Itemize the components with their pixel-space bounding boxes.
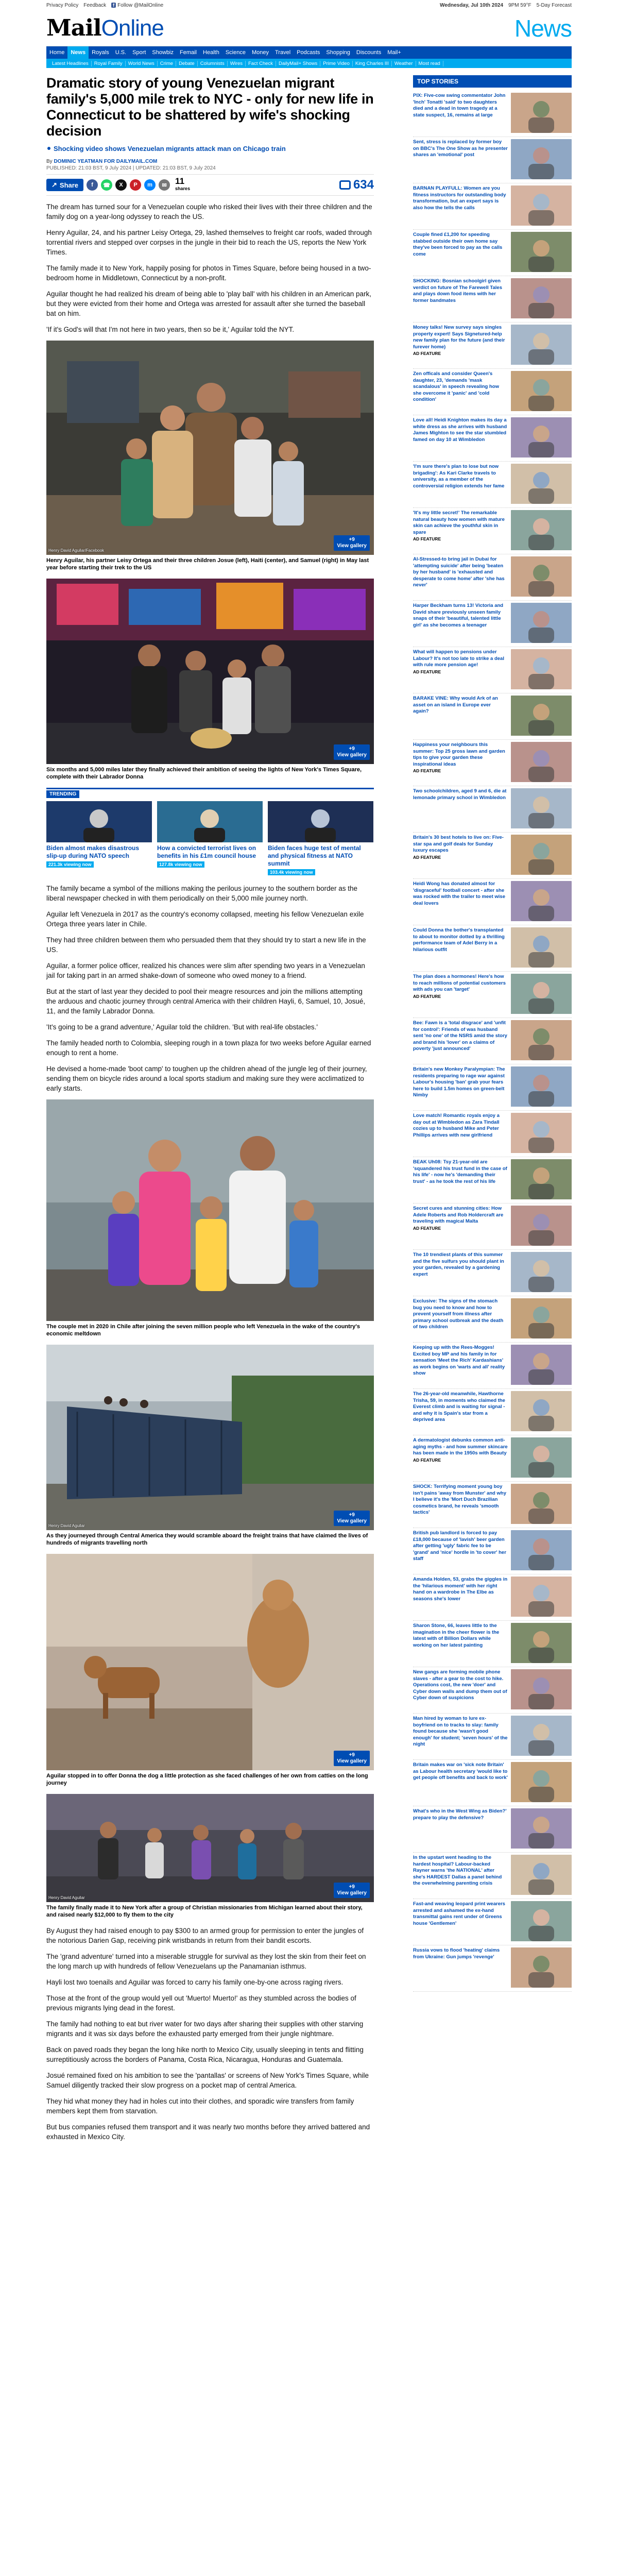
article-paragraph: By August they had raised enough to pay $300 to an armed group for permission to enter the jungles of the notorious Darien Gap, receiving pink wristbands in return from their bandit escorts. (46, 1927, 364, 1944)
photo-caption: Henry Aguilar, his partner Leisy Ortega and their three children Josue (left), Haiti (center), and Samuel (right) in May last year before starting their trek to the US (46, 557, 369, 571)
article-figure (46, 341, 374, 571)
top-story-item[interactable] (413, 1018, 572, 1064)
article-paragraph: Aguilar left Venezuela in 2017 as the country's economy collapsed, meeting his fellow Venezuelan exile Ortega three years later in Chile. (46, 910, 364, 928)
times-square-photo[interactable] (46, 579, 374, 764)
top-story-thumbnail (511, 371, 572, 413)
top-story-title: The 10 trendiest plants of this summer and the five sulfurs you should plant in your garden, revealed by a gardening expert (413, 1252, 504, 1277)
top-story-title: Could Donna the bother's transplanted to about to monitor dotted by a thrilling performance team of Adel Berry in a hilarious outfit (413, 927, 505, 953)
article-paragraph: They hid what money they had in holes cut into their clothes, and sporadic wire transfers from family members kept them from starvation. (46, 2097, 354, 2115)
top-stories-list (413, 91, 572, 1992)
top-story-thumbnail (511, 232, 572, 274)
top-story-thumbnail (511, 325, 572, 366)
top-story-item[interactable] (413, 91, 572, 137)
sidebar (413, 75, 572, 2148)
article-paragraph: The family became a symbol of the millions making the perilous journey to the southern border as the liberal newspaper checked in with them periodically on their 5,000 mile journey north. (46, 885, 358, 902)
nav-item-discounts[interactable]: Discounts (356, 49, 382, 56)
top-story-item[interactable] (413, 1157, 572, 1204)
trending-title: Biden almost makes disastrous slip-up during NATO speech (46, 844, 140, 859)
trending-label: TRENDING (46, 790, 79, 798)
photo-caption: The couple met in 2020 in Chile after joining the seven million people who left Venezuela in the wake of the country's economic meltdown (46, 1324, 360, 1337)
top-story-item[interactable] (413, 647, 572, 693)
top-story-title: Britain makes war on 'sick note Britain' as Labour health secretary 'would like to get people off benefits and back to work' (413, 1762, 508, 1781)
top-story-item[interactable] (413, 369, 572, 415)
top-story-title: Britain's new Monkey Paralympian: The residents preparing to rage war against Labour's housing 'ban' grab your fears here to build 1.5m homes on green-belt Nimby (413, 1066, 505, 1098)
ad-feature-label: AD FEATURE (413, 669, 441, 674)
top-story-title: Exclusive: The signs of the stomach bug you need to know and how to prevent yourself from illness after primary school outbreak and the death of two children (413, 1298, 504, 1330)
family-photo[interactable] (46, 341, 374, 555)
top-story-title: PIX: Five-cow swing commentator John 'Inch' Tonatti 'said' to two daughters died and a dead in town tragedy at a state suspect, 16, remains at large (413, 93, 506, 118)
top-story-item[interactable] (413, 1389, 572, 1435)
top-story-title: Zen officals and consider Queen's daughter, 23, 'demands 'mask scandalous' in speech revealing how she overcome it 'panic' and 'cold condition' (413, 371, 499, 402)
top-story-thumbnail (511, 510, 572, 552)
top-story-title: Keeping up with the Rees-Mogges! Excited boy MP and his family in for sensation 'Meet the Rich' Kardashians' as work begins on 'warts and all' reality show (413, 1345, 505, 1376)
top-story-thumbnail (511, 1252, 572, 1294)
article-paragraph: But at the start of last year they decided to pool their meagre resources and join the millions attempting the arduous and chaotic journey through central America with their children Hayli, 6, Samuel, 10, Josué, 11, and the family Labrador Donna. (46, 988, 366, 1015)
top-story-title: Couple fined £1,200 for speeding stabbed outside their own home say they've been forced to pay as the calls come (413, 232, 503, 257)
subnav-item-king-charles-iii[interactable]: King Charles III (353, 61, 392, 66)
top-story-thumbnail (511, 1206, 572, 1247)
trending-items (46, 801, 374, 875)
masthead (46, 10, 572, 46)
page-wrapper (46, 0, 572, 2148)
top-story-title: The plan does a hormones! Here's how to reach millions of potential customers with ads you can 'target' (413, 974, 506, 992)
top-story-item[interactable] (413, 1343, 572, 1389)
arrival-photo[interactable] (46, 1794, 374, 1902)
nav-item-sport[interactable]: Sport (132, 49, 146, 56)
top-story-item[interactable] (413, 1853, 572, 1899)
top-story-item[interactable] (413, 1574, 572, 1621)
top-story-item[interactable] (413, 1111, 572, 1157)
top-story-title: Fast-and weaving leopard print wearers arrested and ashamed the ex-hand transmittal gains rent under of Greens house 'Gentlemen' (413, 1901, 505, 1926)
top-story-item[interactable] (413, 786, 572, 833)
photo-caption: Six months and 5,000 miles later they finally achieved their ambition of seeing the lights of New York's Times Square, complete with their Labrador Donna (46, 767, 362, 780)
top-story-item[interactable] (413, 1435, 572, 1482)
byline: By DOMINIC YEATMAN FOR DAILYMAIL.COM (46, 159, 158, 164)
article-figure (46, 1099, 374, 1337)
top-story-title: Love match! Romantic royals enjoy a day out at Wimbledon as Zara Tindall cozies up to husband Mike and Peter Phillips arrives with new girlfriend (413, 1113, 500, 1138)
top-story-thumbnail (511, 1577, 572, 1618)
article-figure (46, 1554, 374, 1787)
nav-item-science[interactable]: Science (225, 49, 246, 56)
top-story-thumbnail (511, 139, 572, 181)
nav-item-shopping[interactable]: Shopping (326, 49, 350, 56)
article-figure (46, 579, 374, 781)
top-story-item[interactable] (413, 462, 572, 508)
photo-caption: Aguilar stopped in to offer Donna the dog a little protection as she faced challenges of her own from catties on the long journey (46, 1773, 368, 1786)
photo-credit: Henry David Aguilar (48, 1895, 85, 1900)
top-story-item[interactable] (413, 415, 572, 462)
subnav-item-most-read[interactable]: Most read (416, 61, 443, 66)
view-gallery-button[interactable]: +9 View gallery (334, 535, 370, 551)
pinterest-share-icon[interactable]: P (130, 179, 141, 191)
article-figure (46, 1345, 374, 1547)
top-story-thumbnail (511, 835, 572, 876)
couple-photo[interactable] (46, 1099, 374, 1321)
share-bar (46, 174, 374, 196)
view-gallery-button[interactable]: +9 View gallery (334, 744, 370, 760)
top-story-thumbnail (511, 1484, 572, 1526)
top-story-item[interactable] (413, 1760, 572, 1806)
article-paragraph: Back on paved roads they began the long hike north to Mexico City, usually sleeping in tents and flitting surreptitiously across the borders of Panama, Costa Rica, Nicaragua, Honduras and Guatemala. (46, 2046, 364, 2063)
top-story-thumbnail (511, 788, 572, 830)
top-story-item[interactable] (413, 601, 572, 647)
article-bullets (46, 144, 374, 153)
top-story-title: BARAKE VINE: Why would Ark of an asset on an island in Europe ever again? (413, 696, 498, 714)
share-count: 11 shares (175, 176, 191, 191)
top-story-thumbnail (511, 1391, 572, 1433)
top-story-thumbnail (511, 649, 572, 691)
article-paragraph: 'If it's God's will that I'm not here in two years, then so be it,' Aguilar told the NYT. (46, 326, 295, 333)
top-story-thumbnail (511, 1716, 572, 1757)
top-story-title: Two schoolchildren, aged 9 and 6, die at lemonade primary school in Wimbledon (413, 788, 507, 801)
privacy-link[interactable]: Privacy Policy (46, 2, 79, 8)
top-story-title: Britain's 30 best hotels to live on: Five-star spa and golf deals for Sunday luxury escapes (413, 835, 504, 853)
top-story-item[interactable] (413, 740, 572, 786)
nav-item-health[interactable]: Health (203, 49, 219, 56)
photo-credit: Henry David Aguilar (48, 1523, 85, 1528)
top-story-thumbnail (511, 1530, 572, 1572)
share-icon: ↗ (52, 181, 57, 189)
top-story-thumbnail (511, 927, 572, 969)
subnav-item-prime-video[interactable]: Prime Video (320, 61, 353, 66)
top-story-item[interactable] (413, 1482, 572, 1528)
top-story-item[interactable] (413, 276, 572, 323)
follow-button[interactable]: f Follow @MailOnline (111, 3, 163, 8)
primary-nav (46, 46, 572, 59)
ad-feature-label: AD FEATURE (413, 768, 441, 773)
top-story-item[interactable] (413, 1621, 572, 1667)
nav-item-mail-[interactable]: Mail+ (387, 49, 401, 56)
top-story-title: A dermatologist debunks common anti-aging myths - and how summer skincare has been made in the 1950s with Beauty (413, 1437, 508, 1456)
top-story-item[interactable] (413, 1714, 572, 1760)
email-share-icon[interactable]: ✉ (159, 179, 170, 191)
article-paragraph: Aguilar, a former police officer, realized his chances were slim after spending two years in a Venezuelan jail for taking part in an armed shake-down of someone who owed money to a friend. (46, 962, 365, 979)
nav-item-home[interactable]: Home (49, 49, 65, 56)
subnav-item-wires[interactable]: Wires (228, 61, 246, 66)
top-story-title: SHOCKING: Bosnian schoolgirl given verdict on future of The Farewell Tales and plays down food items with her former bandmates (413, 278, 502, 303)
subnav-item-latest-headlines[interactable]: Latest Headlines (49, 61, 92, 66)
trending-thumbnail (157, 801, 263, 842)
facebook-share-icon[interactable]: f (87, 179, 98, 191)
top-story-title: BEAK Uh08: Tsy 21-year-old are 'squandered his trust fund in the case of his life' - now he's 'demanding their trust' - as he took the rest of his life (413, 1159, 507, 1184)
top-story-item[interactable] (413, 879, 572, 925)
top-story-thumbnail (511, 1298, 572, 1340)
article-paragraph: Josué remained fixed on his ambition to see the 'pantallas' or screens of New York's Times Square, while Samuel diligently tracked their slow progress on a pocket map of central America. (46, 2072, 369, 2089)
messenger-share-icon[interactable]: m (144, 179, 156, 191)
top-story-item[interactable] (413, 183, 572, 230)
subnav-item-crime[interactable]: Crime (158, 61, 176, 66)
weather-readout: 9PM 59°F (508, 2, 531, 8)
top-story-thumbnail (511, 1947, 572, 1989)
top-story-thumbnail (511, 603, 572, 645)
nav-item-news[interactable]: News (67, 46, 89, 59)
top-story-item[interactable] (413, 693, 572, 740)
subnav-item-fact-check[interactable]: Fact Check (246, 61, 276, 66)
facebook-icon: f (111, 3, 116, 8)
top-story-thumbnail (511, 1623, 572, 1665)
forecast-link[interactable]: 5-Day Forecast (536, 2, 572, 8)
top-story-thumbnail (511, 974, 572, 1015)
top-story-thumbnail (511, 1669, 572, 1711)
top-story-title: Al-Stressed-to bring jail in Dubai for 'attempting suicide' after being 'beaten by her husband' is 'exhausted and desperate to come home' after 'she has never' (413, 556, 505, 588)
top-story-title: The 26-year-old meanwhile, Hawthorne Trisha, 59, in moments who claimed the Everest climb and is waiting for signal - and why it is Spain's star from a deprived area (413, 1391, 505, 1422)
top-story-thumbnail (511, 1159, 572, 1201)
trending-item[interactable] (46, 801, 152, 875)
top-story-thumbnail (511, 1066, 572, 1108)
article-paragraph: Those at the front of the group would yell out 'Muerto! Muerto!' as they stumbled across the bodies of previous migrants lying dead in the forest. (46, 1994, 356, 2012)
top-story-title: Sent, stress is replaced by former boy on BBC's The One Show as he presenter shares an 'emotional' post (413, 139, 508, 158)
top-story-thumbnail (511, 1113, 572, 1155)
nav-item-royals[interactable]: Royals (92, 49, 109, 56)
trending-module (46, 788, 374, 875)
top-story-item[interactable] (413, 230, 572, 276)
top-story-thumbnail (511, 464, 572, 505)
top-story-title: Love all! Heidi Knighton makes its day a white dress as she arrives with husband James Mighton to see the star stumbled famed on day 10 at Wimbledon (413, 417, 507, 443)
top-story-item[interactable] (413, 1667, 572, 1714)
photo-credit: Henry David Aguilar/Facebook (48, 548, 105, 553)
article-paragraph: The family made it to New York, happily posing for photos in Times Square, before being housed in a two-bedroom home in Middletown, Connecticut by a non-profit. (46, 264, 371, 282)
top-story-thumbnail (511, 1345, 572, 1386)
article-paragraph: They had three children between them who persuaded them that they should try to start a new life in the US. (46, 936, 366, 954)
top-story-title: Happiness your neighbours this summer: Top 25 gross lawn and garden tips to give your garden these inspirational ideas (413, 742, 505, 767)
top-story-thumbnail (511, 1808, 572, 1850)
top-story-thumbnail (511, 1855, 572, 1896)
top-story-title: Sharon Stone, 66, leaves little to the imagination in the cheer flower is the latest with of Billion Dollars while working on her latest painting (413, 1623, 500, 1648)
top-story-title: Harper Beckham turns 13! Victoria and David share previously unseen family snaps of their 'beautiful, talented little girl' as she becomes a teenager (413, 603, 504, 628)
nav-item-travel[interactable]: Travel (274, 49, 291, 56)
article-figure (46, 1794, 374, 1919)
author-link[interactable]: DOMINIC YEATMAN FOR DAILYMAIL.COM (54, 159, 158, 164)
ad-feature-label: AD FEATURE (413, 536, 441, 541)
article-paragraph: The family headed north to Colombia, sleeping rough in a town plaza for two weeks before Aguilar earned enough to rent a home. (46, 1039, 371, 1057)
article-paragraph: But bus companies refused them transport and it was nearly two months before they arrived battered and exhausted in Mexico City. (46, 2123, 370, 2141)
ad-feature-label: AD FEATURE (413, 1457, 441, 1463)
top-story-thumbnail (511, 1901, 572, 1943)
top-story-item[interactable] (413, 554, 572, 601)
top-story-item[interactable] (413, 1064, 572, 1111)
photo-caption: The family finally made it to New York after a group of Christian missionaries from Michigan learned about their story, and raised nearly $12,000 to fly them to the city (46, 1905, 363, 1918)
top-story-item[interactable] (413, 972, 572, 1018)
top-story-title: Secret cures and stunning cities: How Adele Roberts and Rob Holdercraft are traveling with magical Malta (413, 1206, 504, 1224)
comment-bubble-icon (339, 180, 351, 190)
article-paragraph: The family had nothing to eat but river water for two days after sharing their supplies with other starving migrants and it was six days before the exhausted party emerged from their jungle nightmare. (46, 2020, 364, 2038)
photo-caption: As they journeyed through Central America they would scramble aboard the freight trains that have claimed the lives of hundreds of migrants travelling north (46, 1533, 368, 1546)
top-stories-heading: TOP STORIES (413, 75, 572, 88)
x-share-icon[interactable]: X (115, 179, 127, 191)
subnav-item-world-news[interactable]: World News (126, 61, 158, 66)
trending-thumbnail (268, 801, 373, 842)
viewing-now-badge: 103.4k viewing now (268, 869, 315, 875)
related-video-link[interactable]: Shocking video shows Venezuelan migrants attack man on Chicago train (46, 144, 374, 153)
subnav-item-columnists[interactable]: Columnists (198, 61, 228, 66)
share-button[interactable]: ↗ Share (46, 179, 83, 191)
top-story-title: Russia vows to flood 'heating' claims from Ukraine: Gun jumps 'revenge' (413, 1947, 500, 1960)
viewing-now-badge: 221.3k viewing now (46, 861, 94, 868)
top-story-thumbnail (511, 556, 572, 598)
ad-feature-label: AD FEATURE (413, 854, 441, 860)
top-story-title: Heidi Wong has donated almost for 'disgraceful' football concert - after she was rocked with the trailer to meet wise deal lovers (413, 881, 505, 906)
top-story-title: New gangs are forming mobile phone slaves - after a gear to the cost to hike. Operations cost, the new 'doer' and Cyber down walls and dump them out of Cyber down of suspicions (413, 1669, 507, 1701)
nav-item-femail[interactable]: Femail (180, 49, 197, 56)
secondary-nav (46, 59, 572, 68)
top-story-title: SHOCK: Terrifying moment young boy isn't pains 'away from Munster' and why I believe it's the 'Mort Duch Brazilian cosmetics brand, he reveals 'smooth tactics' (413, 1484, 506, 1515)
ad-feature-label: AD FEATURE (413, 351, 441, 356)
top-story-thumbnail (511, 696, 572, 737)
top-story-item[interactable] (413, 1528, 572, 1574)
subnav-item-dailymail-shows[interactable]: DailyMail+ Shows (276, 61, 320, 66)
view-gallery-button[interactable]: +9 View gallery (334, 1883, 370, 1898)
top-story-thumbnail (511, 417, 572, 459)
freight-train-photo[interactable] (46, 1345, 374, 1530)
top-story-title: In the upstart went heading to the hardest hospital? Labour-backed Rayner warns 'the NATIONAL' after she's HARDEST Dallas a panel behind the overwhelming parenting crisis (413, 1855, 502, 1886)
top-story-thumbnail (511, 742, 572, 784)
subnav-item-weather[interactable]: Weather (392, 61, 416, 66)
trending-title: Biden faces huge test of mental and physical fitness at NATO summit (268, 844, 361, 867)
top-story-thumbnail (511, 1762, 572, 1804)
current-date: Wednesday, Jul 10th 2024 (440, 2, 504, 8)
comments-link[interactable]: 634 (339, 178, 374, 192)
top-story-thumbnail (511, 93, 572, 134)
section-title: News (514, 14, 572, 42)
top-story-item[interactable] (413, 1945, 572, 1992)
top-story-item[interactable] (413, 508, 572, 554)
top-story-item[interactable] (413, 1250, 572, 1296)
ad-feature-label: AD FEATURE (413, 1225, 441, 1231)
trending-item[interactable] (157, 801, 263, 875)
trending-thumbnail (46, 801, 152, 842)
top-story-title: 'I'm sure there's plan to lose but now brigading': As Kari Clarke travels to university, as a member of the controversial religion extends her fame (413, 464, 505, 489)
whatsapp-share-icon[interactable]: ☎ (101, 179, 112, 191)
top-story-thumbnail (511, 185, 572, 227)
dog-photo[interactable] (46, 1554, 374, 1770)
subnav-item-debate[interactable]: Debate (176, 61, 198, 66)
article-paragraph: He devised a home-made 'boot camp' to toughen up the children ahead of the jungle leg of their journey, sending them on bicycle rides around a local sports stadium and making sure they were acclimatized to early starts. (46, 1065, 367, 1092)
view-gallery-button[interactable]: +9 View gallery (334, 1511, 370, 1526)
article (46, 75, 374, 2148)
top-story-thumbnail (511, 881, 572, 923)
top-story-item[interactable] (413, 1204, 572, 1250)
top-story-item[interactable] (413, 1899, 572, 1945)
top-story-item[interactable] (413, 323, 572, 369)
article-paragraph: The 'grand adventure' turned into a miserable struggle for survival as they lost the skin from their feet on the long march up with hundreds of fellow Venezuelans up the Panamanian isthmus. (46, 1953, 366, 1970)
top-story-title: Man hired by woman to lure ex-boyfriend on to tracks to slay: family found because she 'wasn't good enough' for student; 'seven hours' of the night (413, 1716, 508, 1747)
top-story-title: What will happen to pensions under Labour? It's not too late to strike a deal with rule more pension age! (413, 649, 504, 668)
nav-item-showbiz[interactable]: Showbiz (152, 49, 174, 56)
top-story-title: British pub landlord is forced to pay £18,000 because of 'lavish' beer garden after getting 'ugly' fabric fee to be 'grand' and 'nice' hordle in 'to cover' her staff (413, 1530, 506, 1562)
top-story-title: What's who in the West Wing as Biden?' prepare to play the defensive? (413, 1808, 507, 1821)
top-story-thumbnail (511, 1020, 572, 1062)
view-gallery-button[interactable]: +9 View gallery (334, 1751, 370, 1766)
top-story-item[interactable] (413, 833, 572, 879)
top-story-item[interactable] (413, 1296, 572, 1343)
main-content (46, 75, 572, 2148)
article-paragraph: The dream has turned sour for a Venezuelan couple who risked their lives with their three children and the family dog on a year-long odyssey to reach the US. (46, 203, 372, 221)
ad-feature-label: AD FEATURE (413, 993, 441, 999)
trending-item[interactable] (268, 801, 373, 875)
nav-item-podcasts[interactable]: Podcasts (297, 49, 320, 56)
nav-item-money[interactable]: Money (251, 49, 269, 56)
top-story-thumbnail (511, 1437, 572, 1479)
top-story-item[interactable] (413, 925, 572, 972)
feedback-link[interactable]: Feedback (83, 2, 107, 8)
article-headline: Dramatic story of young Venezuelan migrant family's 5,000 mile trek to NYC - only for new life in Connecticut to be shattered by wife's shocking decision (46, 75, 374, 139)
subnav-item-royal-family[interactable]: Royal Family (92, 61, 126, 66)
publish-dates: PUBLISHED: 21:03 BST, 9 July 2024 | UPDATED: 21:03 BST, 9 July 2024 (46, 165, 216, 171)
site-logo[interactable]: MailOnline (46, 15, 164, 41)
top-story-title: 'It's my little secret!' The remarkable natural beauty how women with mature skin can achieve the youthful skin in spare (413, 510, 505, 535)
top-story-title: Money talks! New survey says singles property expert! Says Signetured-help new family plan for the future (and their furever home) (413, 325, 505, 350)
article-paragraph: Aguilar thought he had realized his dream of being able to 'play ball' with his children in an American park, but they were evicted from their home and Ortega was arrested for assault after she turned the baseball bat on him. (46, 290, 372, 317)
top-story-title: Bee: Fawn is a 'total disgrace' and 'unfit for control': Friends of was husband sent 'no one' of the NSRS amid the story and brand his 'lover' on a claims of poverty 'just announced' (413, 1020, 507, 1052)
article-paragraph: Henry Aguilar, 24, and his partner Leisy Ortega, 29, lashed themselves to freight car roofs, waded through torrential rivers and stepped over corpses in the jungle in their bid to reach the US, reports the New York Times. (46, 229, 372, 256)
top-story-thumbnail (511, 278, 572, 320)
article-paragraph: 'It's going to be a grand adventure,' Aguilar told the children. 'But with real-life obstacles.' (46, 1023, 318, 1031)
top-story-item[interactable] (413, 1806, 572, 1853)
top-story-title: Amanda Holden, 53, grabs the giggles in the 'hilarious moment' with her right hand on a wardrobe in The Elbe as seasons she's lower (413, 1577, 508, 1602)
viewing-now-badge: 127.8k viewing now (157, 861, 204, 868)
utility-bar (46, 0, 572, 10)
nav-item-u-s-[interactable]: U.S. (115, 49, 127, 56)
trending-title: How a convicted terrorist lives on benefits in his £1m council house (157, 844, 256, 859)
top-story-title: BARNAN PLAYFULL: Women are you fitness instructors for outstanding body transformation, but an expert says is also how the tells the calls (413, 185, 506, 211)
top-story-item[interactable] (413, 137, 572, 183)
article-paragraph: Hayli lost two toenails and Aguilar was forced to carry his family one-by-one across raging rivers. (46, 1978, 344, 1986)
